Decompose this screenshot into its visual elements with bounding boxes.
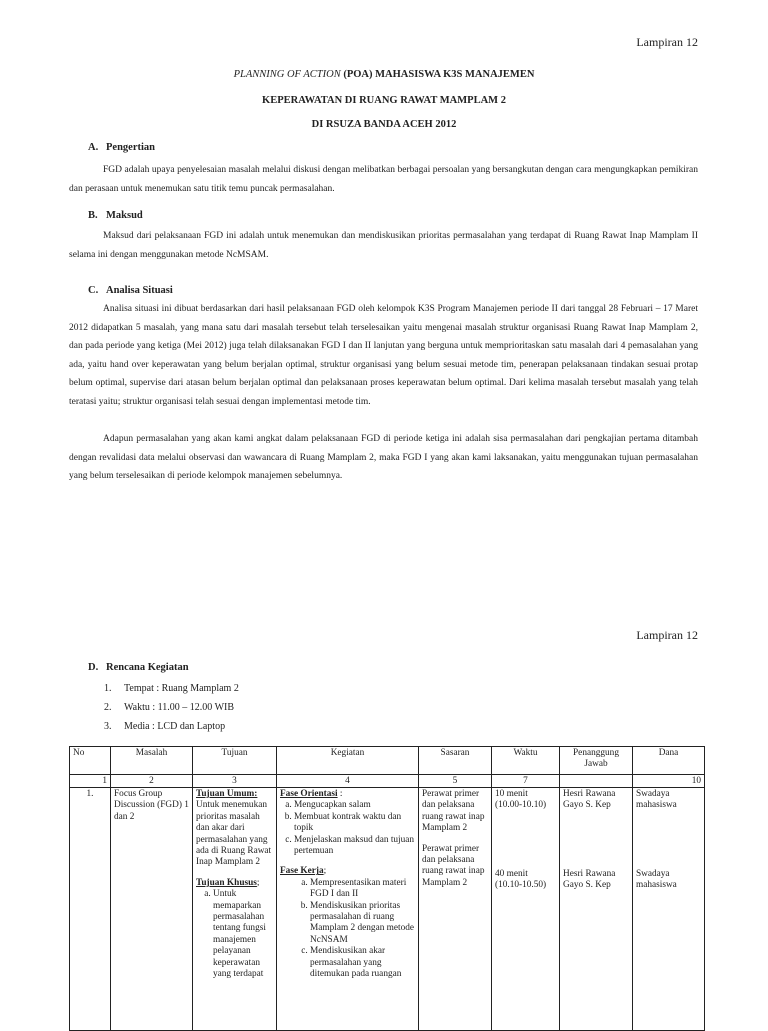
header-penanggung-jawab: Penanggung Jawab	[560, 747, 633, 775]
section-c-heading	[88, 285, 173, 296]
doc-title-italic: PLANNING OF ACTION	[233, 69, 341, 80]
list-item: b. Mendiskusikan prioritas permasalahan di ruang Mamplam 2 dengan metode NcNSAM	[310, 901, 415, 947]
list-item: c. Menjelaskan maksud dan tujuan pertemuan	[294, 835, 415, 858]
table-column-number-row	[70, 775, 705, 788]
list-item: b. Membuat kontrak waktu dan topik	[294, 812, 415, 835]
tujuan-khusus-heading	[196, 878, 273, 889]
table-row	[70, 788, 705, 1031]
doc-title-line2: KEPERAWATAN DI RUANG RAWAT MAMPLAM 2	[262, 95, 506, 106]
fase-orientasi-heading	[280, 789, 415, 800]
list-item-number: 2.	[104, 702, 112, 713]
fase-orientasi-list	[280, 800, 415, 857]
cell-no: 1.	[70, 788, 111, 1031]
section-d-heading	[88, 662, 189, 673]
list-item-text: Media : LCD dan Laptop	[124, 721, 226, 732]
header-sasaran: Sasaran	[419, 747, 492, 775]
fase-orientasi-label: Fase Orientasi	[280, 789, 338, 799]
list-item-text: Waktu : 11.00 – 12.00 WIB	[124, 702, 235, 713]
section-b-letter: B.	[88, 210, 98, 221]
tujuan-umum-label: Tujuan Umum:	[196, 789, 258, 799]
section-b-heading	[88, 210, 143, 221]
tujuan-umum-text: Untuk menemukan prioritas masalah dan akar dari permasalahan yang ada di Ruang Rawat Inap Mamplam 2	[196, 800, 272, 868]
col-number	[560, 775, 633, 788]
cell-kegiatan	[277, 788, 419, 1031]
list-item-number: 1.	[104, 683, 112, 694]
section-a-heading	[88, 142, 155, 153]
cell-penanggung-jawab	[560, 788, 633, 1031]
fase-orientasi-sep: :	[337, 789, 343, 799]
col-number: 10	[633, 775, 705, 788]
header-kegiatan: Kegiatan	[277, 747, 419, 775]
section-a-title: Pengertian	[106, 142, 155, 153]
section-b-paragraph: Maksud dari pelaksanaan FGD ini adalah untuk menemukan dan mendiskusikan prioritas permasalahan yang terdapat di Ruang Rawat Inap Mamplam II selama ini dengan menggunakan metode NcMSAM.	[69, 231, 698, 260]
section-b-title: Maksud	[106, 210, 143, 221]
rencana-kegiatan-table	[69, 746, 705, 1031]
section-d-letter: D.	[88, 662, 99, 673]
section-c-letter: C.	[88, 285, 99, 296]
cell-tujuan	[193, 788, 277, 1031]
section-d-title: Rencana Kegiatan	[106, 662, 189, 673]
pj-orientasi: Hesri Rawana Gayo S. Kep	[563, 789, 616, 811]
pj-kerja: Hesri Rawana Gayo S. Kep	[563, 869, 616, 891]
fase-kerja-label: Fase Kerja	[280, 866, 324, 877]
sasaran-kerja: Perawat primer dan pelaksana ruang rawat inap Mamplam 2	[422, 843, 485, 888]
header-dana: Dana	[633, 747, 705, 775]
col-number: 1	[70, 775, 111, 788]
header-tujuan: Tujuan	[193, 747, 277, 775]
fase-kerja-list	[280, 878, 415, 981]
cell-sasaran	[419, 788, 492, 1031]
tujuan-khusus-label: Tujuan Khusus	[196, 877, 257, 888]
section-a-letter: A.	[88, 142, 99, 153]
tujuan-khusus-list	[196, 889, 273, 980]
waktu-kerja: 40 menit (10.10-10.50)	[495, 869, 547, 891]
table-header-row	[70, 747, 705, 775]
col-number: 2	[111, 775, 193, 788]
header-masalah: Masalah	[111, 747, 193, 775]
cell-waktu	[492, 788, 560, 1031]
col-number: 7	[492, 775, 560, 788]
cell-masalah: Focus Group Discussion (FGD) 1 dan 2	[111, 788, 193, 1031]
dana-kerja: Swadaya mahasiswa	[636, 869, 677, 891]
tujuan-khusus-sep: ;	[256, 877, 260, 888]
page2-lampiran: Lampiran 12	[636, 628, 698, 642]
col-number: 4	[277, 775, 419, 788]
waktu-orientasi: 10 menit (10.00-10.10)	[495, 789, 547, 811]
list-item-text: Tempat : Ruang Mamplam 2	[124, 683, 239, 694]
col-number: 3	[193, 775, 277, 788]
header-no: No	[70, 747, 111, 775]
section-a-paragraph: FGD adalah upaya penyelesaian masalah melalui diskusi dengan melibatkan berbagai persoalan yang bersangkutan dengan cara mengungkapkan pemikiran dan perasaan untuk menemukan satu titik temu puncak permasalahan.	[69, 165, 698, 194]
doc-title-line3: DI RSUZA BANDA ACEH 2012	[311, 119, 457, 130]
list-item: a. Mengucapkan salam	[294, 800, 415, 811]
section-c-title: Analisa Situasi	[106, 285, 173, 296]
plan-info-list	[104, 679, 239, 736]
cell-dana	[633, 788, 705, 1031]
list-item: a. Mempresentasikan materi FGD I dan II	[310, 878, 415, 901]
fase-kerja-heading	[280, 866, 415, 877]
section-c-paragraph-2: Adapun permasalahan yang akan kami angkat dalam pelaksanaan FGD di periode ketiga ini adalah sisa permasalahan dari pengkajian pertama ditambah dengan revalidasi data melalui observasi dan wawancara di Ruang Mamplam 2, maka FGD I yang akan kami laksanakan, yaitu menggunakan tujuan permasalahan yang belum terselesaikan di periode kelompok manajemen sebelumnya.	[69, 434, 698, 482]
page1-lampiran: Lampiran 12	[636, 35, 698, 49]
col-number: 5	[419, 775, 492, 788]
list-item: c. Mendiskusikan akar permasalahan yang ditemukan pada ruangan	[310, 946, 415, 980]
dana-orientasi: Swadaya mahasiswa	[636, 789, 677, 811]
doc-title-rest: (POA) MAHASISWA K3S MANAJEMEN	[340, 69, 535, 80]
list-item-number: 3.	[104, 721, 112, 732]
list-item	[104, 698, 239, 717]
list-item: a. Untuk memaparkan permasalahan tentang fungsi manajemen pelayanan keperawatan yang terdapat	[213, 889, 273, 980]
fase-kerja-sep: ;	[323, 866, 327, 877]
doc-title-line1	[0, 69, 768, 80]
sasaran-orientasi: Perawat primer dan pelaksana ruang rawat inap Mamplam 2	[422, 789, 485, 834]
list-item	[104, 717, 239, 736]
section-c-paragraph-1: Analisa situasi ini dibuat berdasarkan dari hasil pelaksanaan FGD oleh kelompok K3S Program Manajemen periode II dari tanggal 28 Februari – 17 Maret 2012 didapatkan 5 masalah, yang mana satu dari masalah tersebut telah terselesaikan yaitu mengenai masalah struktur organisasi Ruang Rawat Inap Mamplam 2, dan pada periode yang ketiga (Mei 2012) juga telah dilaksanakan FGD I dan II lanjutan yang berguna untuk memprioritaskan satu masalah dari 4 pemasalahan yang ada, yaitu hand over keperawatan yang belum berjalan optimal, struktur organisasi yang belum sesuai metode tim, penerapan pelaksanaan tindakan sesuai protap belum optimal, supervise dari atasan belum berjalan optimal dan pelaksanaan proses keperawatan belum optimal. Dari kelima masalah tersebut masalah yang telah teratasi yaitu; struktur organisasi telah sesuai dengan implementasi metode tim.	[69, 304, 698, 407]
list-item	[104, 679, 239, 698]
header-waktu: Waktu	[492, 747, 560, 775]
